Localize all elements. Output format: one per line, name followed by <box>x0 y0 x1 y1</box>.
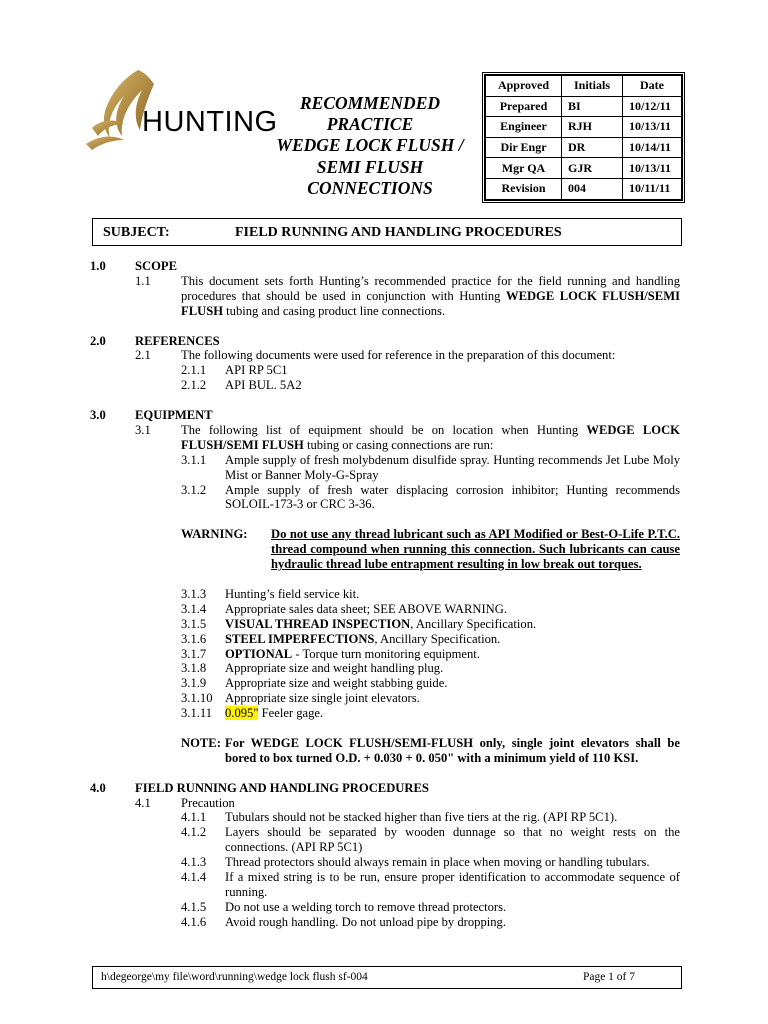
item-number: 4.1.5 <box>181 899 207 914</box>
approval-date: 10/11/11 <box>623 178 682 199</box>
title-line: PRACTICE <box>326 114 414 135</box>
list-item <box>90 676 680 691</box>
section-number: 3.0 <box>90 408 106 423</box>
document-body <box>90 259 680 930</box>
section-title: REFERENCES <box>135 333 220 348</box>
item-text: Appropriate sales data sheet; SEE ABOVE WARNING. <box>225 601 508 616</box>
approval-row <box>486 96 682 117</box>
approval-date: 10/14/11 <box>623 137 682 158</box>
section-number: 2.0 <box>90 333 106 348</box>
item-number: 4.1.2 <box>181 825 207 840</box>
text-run: - Torque turn monitoring equipment. <box>292 646 480 661</box>
list-item <box>90 602 680 617</box>
item-number: 3.1.9 <box>181 676 207 691</box>
section-title: EQUIPMENT <box>135 408 213 423</box>
item-text: API BUL. 5A2 <box>225 378 302 393</box>
item-text: Appropriate size single joint elevators. <box>225 691 420 706</box>
approval-row <box>486 158 682 179</box>
item-text: Avoid rough handling. Do not unload pipe by dropping. <box>225 914 506 929</box>
list-item <box>90 587 680 602</box>
approval-initials: GJR <box>562 158 623 179</box>
title-line: RECOMMENDED <box>299 93 441 113</box>
emphasis: VISUAL THREAD INSPECTION <box>225 616 411 631</box>
item-number: 3.1.1 <box>181 452 207 467</box>
text-run: The following list of equipment should be on location when Hunting <box>181 422 587 437</box>
item-text: If a mixed string is to be run, ensure proper identification to accommodate sequence of running. <box>225 870 680 899</box>
list-item <box>90 661 680 676</box>
approval-row <box>486 178 682 199</box>
text-run: tubing and casing product line connections. <box>223 303 446 318</box>
approval-date: 10/13/11 <box>623 158 682 179</box>
section-title: FIELD RUNNING AND HANDLING PROCEDURES <box>135 780 429 795</box>
file-path: h\degeorge\my file\word\running\wedge lock flush sf-004 <box>101 971 368 983</box>
header-cell: Date <box>623 76 682 97</box>
item-text <box>225 706 680 721</box>
approval-initials: RJH <box>562 117 623 138</box>
note-text: For WEDGE LOCK FLUSH/SEMI-FLUSH only, single joint elevators shall be bored to box turned O.D. + 0.030 + 0. 050" with a minimum yield of 110 KSI. <box>225 735 680 765</box>
header-cell: Initials <box>562 76 623 97</box>
paragraph-text <box>181 423 680 453</box>
paragraph <box>90 274 680 319</box>
item-number: 3.1.8 <box>181 661 207 676</box>
list-item <box>90 706 680 721</box>
item-number: 3.1.2 <box>181 482 207 497</box>
page-footer <box>92 966 682 989</box>
list-item <box>90 453 680 483</box>
paragraph-text: The following documents were used for reference in the preparation of this document: <box>181 348 616 363</box>
item-text: Do not use a welding torch to remove thread protectors. <box>225 899 507 914</box>
emphasis: OPTIONAL <box>225 646 293 661</box>
list-item <box>90 870 680 900</box>
item-number: 4.1.4 <box>181 870 207 885</box>
text-run: Feeler gage. <box>258 706 324 721</box>
approval-role: Dir Engr <box>486 137 562 158</box>
subject-label: SUBJECT: <box>103 225 170 240</box>
product-name: WEDGE LOCK FLUSH/SEMI FLUSH <box>181 288 680 318</box>
item-text <box>225 632 680 647</box>
section-heading <box>90 334 680 349</box>
paragraph-number: 3.1 <box>135 422 151 437</box>
document-title <box>270 93 470 199</box>
header-cell: Approved <box>486 76 562 97</box>
approval-date: 10/12/11 <box>623 96 682 117</box>
approval-header-row <box>486 76 682 97</box>
approval-role: Revision <box>486 178 562 199</box>
list-item <box>90 617 680 632</box>
item-text: Tubulars should not be stacked higher than five tiers at the rig. (API RP 5C1). <box>225 810 618 825</box>
paragraph <box>90 348 680 363</box>
approval-row <box>486 117 682 138</box>
item-number: 2.1.1 <box>181 363 207 378</box>
paragraph-number: 2.1 <box>135 348 151 363</box>
item-number: 3.1.7 <box>181 646 207 661</box>
list-item <box>90 855 680 870</box>
item-number: 3.1.5 <box>181 616 207 631</box>
section-heading <box>90 259 680 274</box>
list-item <box>90 825 680 855</box>
list-item <box>90 363 680 378</box>
warning-label: WARNING: <box>181 527 248 542</box>
approval-initials: DR <box>562 137 623 158</box>
note-block <box>181 736 680 766</box>
list-item <box>90 632 680 647</box>
item-number: 3.1.10 <box>181 691 213 706</box>
item-number: 4.1.3 <box>181 855 207 870</box>
section-heading <box>90 781 680 796</box>
text-run: This document sets forth Hunting’s recommended practice for the field running and handling procedures that should be used in conjunction with Hunting <box>181 273 680 303</box>
section-heading <box>90 408 680 423</box>
title-line: CONNECTIONS <box>307 177 433 198</box>
item-text <box>225 617 680 632</box>
section-number: 1.0 <box>90 259 106 273</box>
approval-date: 10/13/11 <box>623 117 682 138</box>
item-number: 4.1.6 <box>181 914 207 929</box>
item-text: Layers should be separated by wooden dunnage so that no weight rests on the connections. (API RP 5C1) <box>225 825 680 855</box>
item-number: 2.1.2 <box>181 378 207 393</box>
title-line: WEDGE LOCK FLUSH / <box>276 135 464 156</box>
item-text: Hunting’s field service kit. <box>225 586 360 601</box>
subject-box <box>92 218 682 246</box>
list-item <box>90 378 680 393</box>
item-text: Appropriate size and weight stabbing guide. <box>225 676 448 691</box>
approval-initials: 004 <box>562 178 623 199</box>
item-text: Ample supply of fresh water displacing corrosion inhibitor; Hunting recommends SOLOIL-173-3 or CRC 3-36. <box>225 482 680 512</box>
product-name: WEDGE LOCK FLUSH/SEMI FLUSH <box>181 422 680 452</box>
text-run: , Ancillary Specification. <box>374 631 501 646</box>
approval-table <box>482 72 685 203</box>
title-line: SEMI FLUSH <box>316 156 424 177</box>
approval-role: Prepared <box>486 96 562 117</box>
section-number: 4.0 <box>90 780 106 795</box>
page-number: Page 1 of 7 <box>582 971 635 983</box>
list-item <box>90 483 680 513</box>
item-text: Appropriate size and weight handling plug. <box>225 661 444 676</box>
item-number: 3.1.4 <box>181 601 207 616</box>
approval-role: Mgr QA <box>486 158 562 179</box>
warning-text: Do not use any thread lubricant such as API Modified or Best-O-Life P.T.C. thread compound when running this connection. Such lubricants can cause hydraulic thread lube entrapment resulting in low break out torques. <box>271 527 680 572</box>
text-run: tubing or casing connections are run: <box>303 437 494 452</box>
paragraph <box>90 423 680 453</box>
list-item <box>90 915 680 930</box>
paragraph-text <box>181 274 680 319</box>
subject-text: FIELD RUNNING AND HANDLING PROCEDURES <box>235 225 562 240</box>
paragraph-text: Precaution <box>181 795 235 810</box>
list-item <box>90 900 680 915</box>
item-text: API RP 5C1 <box>225 363 288 378</box>
approval-initials: BI <box>562 96 623 117</box>
item-text <box>225 647 680 662</box>
item-text: Ample supply of fresh molybdenum disulfide spray. Hunting recommends Jet Lube Moly Mist or Banner Moly-G-Spray <box>225 452 680 482</box>
item-number: 3.1.6 <box>181 631 207 646</box>
list-item <box>90 691 680 706</box>
list-item <box>90 647 680 662</box>
item-text: Thread protectors should always remain in place when moving or handling tubulars. <box>225 855 650 870</box>
section-title: SCOPE <box>135 259 177 273</box>
approval-row <box>486 137 682 158</box>
paragraph-number: 1.1 <box>135 273 151 288</box>
note-label: NOTE: <box>181 735 221 750</box>
list-item <box>90 810 680 825</box>
item-number: 3.1.3 <box>181 586 207 601</box>
paragraph <box>90 796 680 811</box>
warning-block <box>181 527 680 572</box>
approval-role: Engineer <box>486 117 562 138</box>
highlighted-value: 0.095" <box>225 706 259 721</box>
paragraph-number: 4.1 <box>135 795 151 810</box>
text-run: , Ancillary Specification. <box>410 616 537 631</box>
emphasis: STEEL IMPERFECTIONS <box>225 631 375 646</box>
item-number: 3.1.11 <box>181 706 213 721</box>
item-number: 4.1.1 <box>181 810 207 825</box>
logo-wordmark: HUNTING <box>142 106 278 138</box>
